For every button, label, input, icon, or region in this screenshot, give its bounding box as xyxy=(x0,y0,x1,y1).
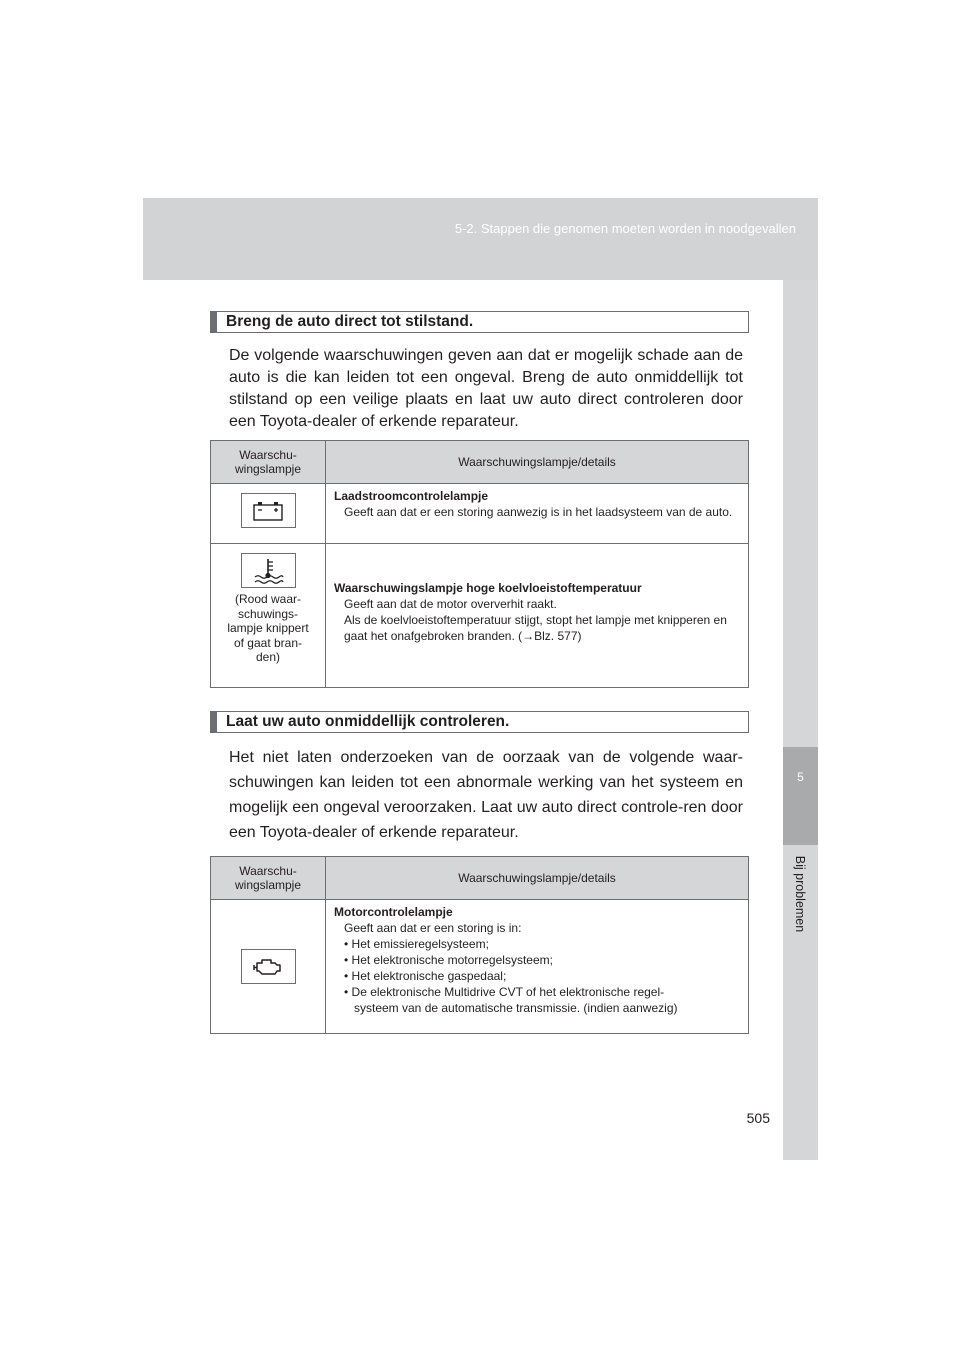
table-header xyxy=(211,857,748,900)
chapter-label-wrap xyxy=(783,855,818,933)
lamp-name: Motorcontrolelampje xyxy=(334,905,453,919)
section-body-2: Het niet laten onderzoeken van de oorzaak van de volgende waar-schuwingen kan leiden tot een abnormale werking van het systeem en mogelijk een ongeval veroorzaken. Laat uw auto direct controle-ren door een Toyota-dealer of erkende reparateur. xyxy=(229,749,743,841)
lamp-description: Als de koelvloeistoftemperatuur stijgt, stopt het lampje met knipperen en gaat het onafgebroken branden. (→Blz. 577) xyxy=(344,613,727,643)
table-row xyxy=(211,543,748,687)
col-header-lamp-text: Waarschu- wingslampje xyxy=(234,864,302,892)
battery-icon xyxy=(241,493,296,528)
chapter-label: Bij problemen xyxy=(793,855,807,933)
warning-table-2 xyxy=(210,856,749,1034)
list-item: • De elektronische Multidrive CVT of het elektronische regel- xyxy=(344,985,665,999)
table-header xyxy=(211,441,748,484)
lamp-description: Geeft aan dat er een storing is in: xyxy=(344,921,522,935)
section-body-1: De volgende waarschuwingen geven aan dat er mogelijk schade aan de auto is die kan leiden tot een ongeval. Breng de auto onmiddellijk tot stilstand op een veilige plaats en laat uw auto direct controleren door een Toyota-dealer of erkende reparateur. xyxy=(229,347,743,430)
details-cell xyxy=(326,484,748,543)
details-cell xyxy=(326,544,748,687)
lamp-cell xyxy=(211,900,326,1033)
chapter-tab xyxy=(783,747,818,845)
lamp-description: Geeft aan dat er een storing aanwezig is in het laadsysteem van de auto. xyxy=(344,505,733,519)
lamp-name: Laadstroomcontrolelampje xyxy=(334,489,489,503)
section-title-2 xyxy=(210,711,749,733)
list-item-continuation: systeem van de automatische transmissie. (indien aanwezig) xyxy=(354,1001,678,1015)
section-title-1 xyxy=(210,311,749,333)
lamp-cell xyxy=(211,544,326,687)
chapter-title: 5-2. Stappen die genomen moeten worden in noodgevallen xyxy=(454,221,796,236)
col-header-lamp-text: Waarschu- wingslampje xyxy=(234,448,302,476)
coolant-temperature-icon xyxy=(241,553,296,588)
col-header-lamp xyxy=(211,441,326,483)
section-title-text: Laat uw auto onmiddellijk controleren. xyxy=(226,713,510,730)
lamp-cell xyxy=(211,484,326,543)
col-header-details: Waarschuwingslampje/details xyxy=(458,455,616,469)
engine-icon xyxy=(241,949,296,984)
col-header-details: Waarschuwingslampje/details xyxy=(458,871,616,885)
lamp-description: Geeft aan dat de motor oververhit raakt. xyxy=(344,597,557,611)
table-row xyxy=(211,484,748,543)
list-item: • Het emissieregelsysteem; xyxy=(344,937,489,951)
lamp-name: Waarschuwingslampje hoge koelvloeistoftemperatuur xyxy=(334,581,642,595)
list-item: • Het elektronische motorregelsysteem; xyxy=(344,953,553,967)
section-title-text: Breng de auto direct tot stilstand. xyxy=(226,313,474,330)
table-row xyxy=(211,900,748,1033)
warning-table-1 xyxy=(210,440,749,688)
details-cell xyxy=(326,900,748,1033)
col-header-lamp xyxy=(211,857,326,899)
page-number: 505 xyxy=(746,1110,770,1126)
side-column xyxy=(783,280,818,1160)
lamp-note: (Rood waar- schuwings- lampje knippert of gaat bran- den) xyxy=(227,592,309,664)
list-item: • Het elektronische gaspedaal; xyxy=(344,969,507,983)
chapter-number: 5 xyxy=(797,770,804,784)
header-band xyxy=(143,198,818,280)
